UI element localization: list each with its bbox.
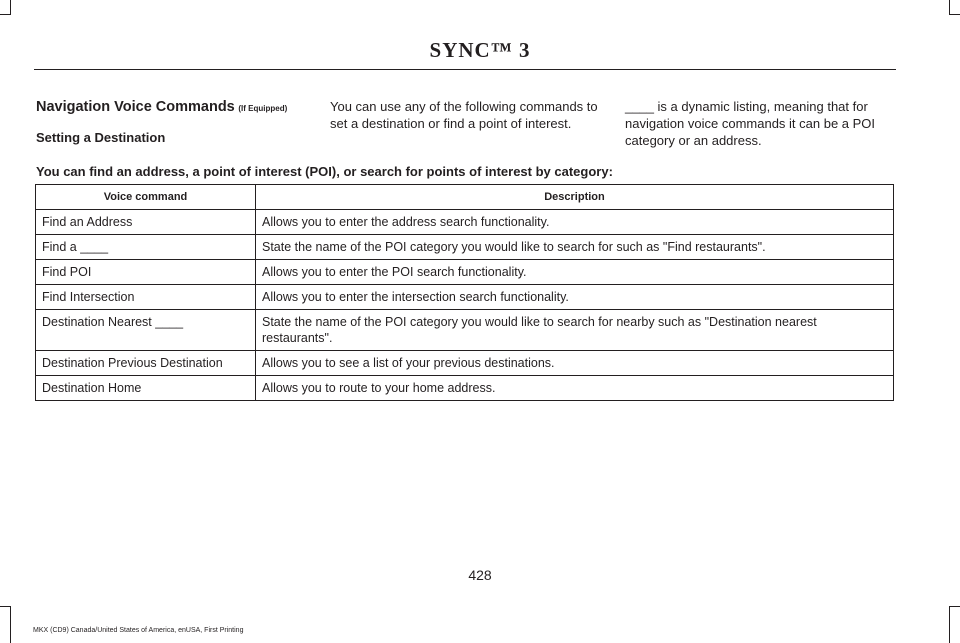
section-heading-text: Navigation Voice Commands — [36, 99, 235, 115]
crop-mark — [949, 0, 950, 14]
crop-mark — [949, 606, 960, 607]
description-cell: Allows you to enter the address search functionality. — [256, 210, 894, 235]
section-heading-suffix: (If Equipped) — [238, 104, 288, 113]
voice-commands-table — [35, 184, 894, 401]
voice-command-cell: Destination Previous Destination — [36, 351, 256, 376]
voice-command-cell: Destination Nearest ____ — [36, 310, 256, 351]
table-row — [36, 310, 894, 351]
page-header-title: SYNC™ 3 — [429, 38, 531, 62]
table-row — [36, 376, 894, 401]
voice-command-cell: Find POI — [36, 260, 256, 285]
table-header-row — [36, 185, 894, 210]
description-cell: Allows you to route to your home address. — [256, 376, 894, 401]
crop-mark — [10, 0, 11, 14]
section-heading — [36, 98, 306, 117]
voice-command-cell: Find an Address — [36, 210, 256, 235]
page-number: 428 — [468, 567, 492, 583]
section-subheading: Setting a Destination — [36, 130, 166, 145]
voice-command-cell: Destination Home — [36, 376, 256, 401]
voice-command-cell: Find a ____ — [36, 235, 256, 260]
table-row — [36, 260, 894, 285]
description-cell: Allows you to enter the POI search functionality. — [256, 260, 894, 285]
crop-mark — [949, 606, 950, 643]
description-cell: Allows you to see a list of your previous destinations. — [256, 351, 894, 376]
description-cell: State the name of the POI category you would like to search for such as "Find restaurants". — [256, 235, 894, 260]
footer-edition-text: MKX (CD9) Canada/United States of America, enUSA, First Printing — [33, 627, 244, 634]
crop-mark — [10, 606, 11, 643]
crop-mark — [949, 14, 960, 15]
description-cell: State the name of the POI category you would like to search for nearby such as "Destination nearest restaurants". — [256, 310, 894, 351]
crop-mark — [0, 14, 11, 15]
table-row — [36, 235, 894, 260]
crop-mark — [0, 606, 11, 607]
column-middle-text: You can use any of the following commands to set a destination or find a point of interest. — [330, 99, 598, 131]
column-header-voice-command: Voice command — [36, 185, 256, 210]
table-row — [36, 285, 894, 310]
description-cell: Allows you to enter the intersection search functionality. — [256, 285, 894, 310]
table-row — [36, 210, 894, 235]
header-rule — [34, 69, 896, 70]
voice-command-cell: Find Intersection — [36, 285, 256, 310]
column-header-description: Description — [256, 185, 894, 210]
table-intro: You can find an address, a point of interest (POI), or search for points of interest by category: — [36, 164, 613, 179]
column-right-text: ____ is a dynamic listing, meaning that for navigation voice commands it can be a POI category or an address. — [625, 99, 876, 148]
table-row — [36, 351, 894, 376]
column-left — [36, 98, 306, 146]
